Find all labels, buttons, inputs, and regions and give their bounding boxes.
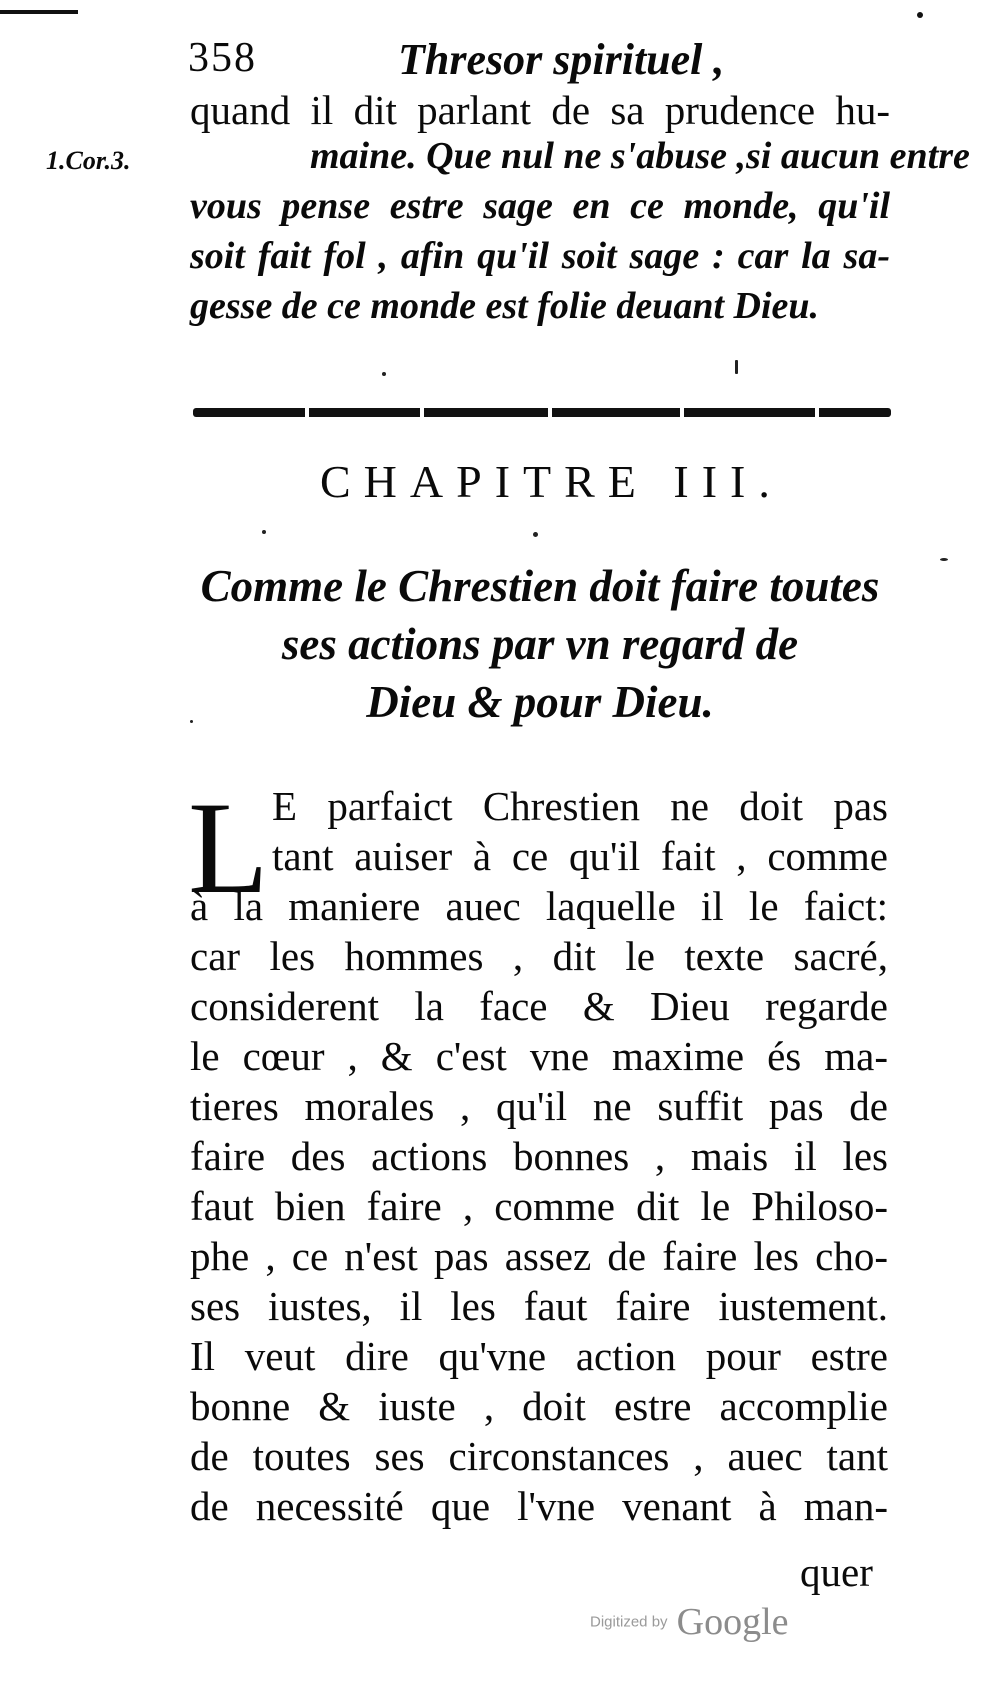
body-line: considerent la face & Dieu regarde — [190, 983, 888, 1029]
rule-gap — [548, 408, 552, 417]
body-line: de necessité que l'vne venant à man- — [190, 1483, 888, 1529]
rule-gap — [680, 408, 684, 417]
body-line: faire des actions bonnes , mais il les — [190, 1133, 888, 1179]
body-line: de toutes ses circonstances , auec tant — [190, 1433, 888, 1479]
ornamental-rule — [193, 408, 891, 417]
body-line: tieres morales , qu'il ne suffit pas de — [190, 1083, 888, 1129]
body-line: phe , ce n'est pas assez de faire les cho- — [190, 1233, 888, 1279]
intro-line: soit fait fol , afin qu'il soit sage : car la sa- — [190, 235, 890, 277]
body-line: ses iustes, il les faut faire iustement. — [190, 1283, 888, 1329]
drop-capital: L — [188, 774, 269, 921]
intro-line: maine. Que nul ne s'abuse ,si aucun entre — [310, 135, 970, 177]
ink-speck — [262, 530, 266, 534]
body-line: faut bien faire , comme dit le Philoso- — [190, 1183, 888, 1229]
ink-speck — [382, 372, 386, 376]
digitization-watermark — [590, 1600, 789, 1644]
body-line: le cœur , & c'est vne maxime és ma- — [190, 1033, 888, 1079]
rule-gap — [420, 408, 424, 417]
ink-speck — [190, 720, 193, 723]
chapter-title-line: Dieu & pour Dieu. — [366, 677, 714, 727]
google-logo: Google — [676, 1601, 789, 1643]
intro-line: quand il dit parlant de sa prudence hu- — [190, 87, 890, 133]
body-line: car les hommes , dit le texte sacré, — [190, 933, 888, 979]
body-line: tant auiser à ce qu'il fait , comme — [272, 833, 888, 879]
scan-dot-mark — [917, 12, 923, 18]
running-title: Thresor spirituel , — [398, 35, 725, 84]
rule-gap — [815, 408, 819, 417]
chapter-heading: CHAPITRE III. — [320, 456, 783, 507]
catchword: quer — [800, 1549, 873, 1595]
body-line: E parfaict Chrestien ne doit pas — [272, 783, 888, 829]
ink-speck — [533, 532, 538, 537]
ink-speck — [735, 360, 738, 374]
chapter-title-line: Comme le Chrestien doit faire toutes — [200, 561, 880, 611]
page-number: 358 — [188, 35, 257, 81]
watermark-prefix: Digitized by — [590, 1613, 668, 1631]
body-line: bonne & iuste , doit estre accomplie — [190, 1383, 888, 1429]
intro-line: gesse de ce monde est folie deuant Dieu. — [190, 285, 820, 327]
rule-gap — [305, 408, 309, 417]
ink-speck — [940, 558, 948, 561]
chapter-title-line: ses actions par vn regard de — [281, 619, 799, 669]
scan-edge-mark — [0, 10, 78, 14]
intro-line: vous pense estre sage en ce monde, qu'il — [190, 185, 890, 227]
body-line: Il veut dire qu'vne action pour estre — [190, 1333, 888, 1379]
page-header — [188, 34, 828, 94]
body-line: à la maniere auec laquelle il le faict: — [190, 883, 888, 929]
margin-reference: 1.Cor.3. — [46, 146, 131, 175]
